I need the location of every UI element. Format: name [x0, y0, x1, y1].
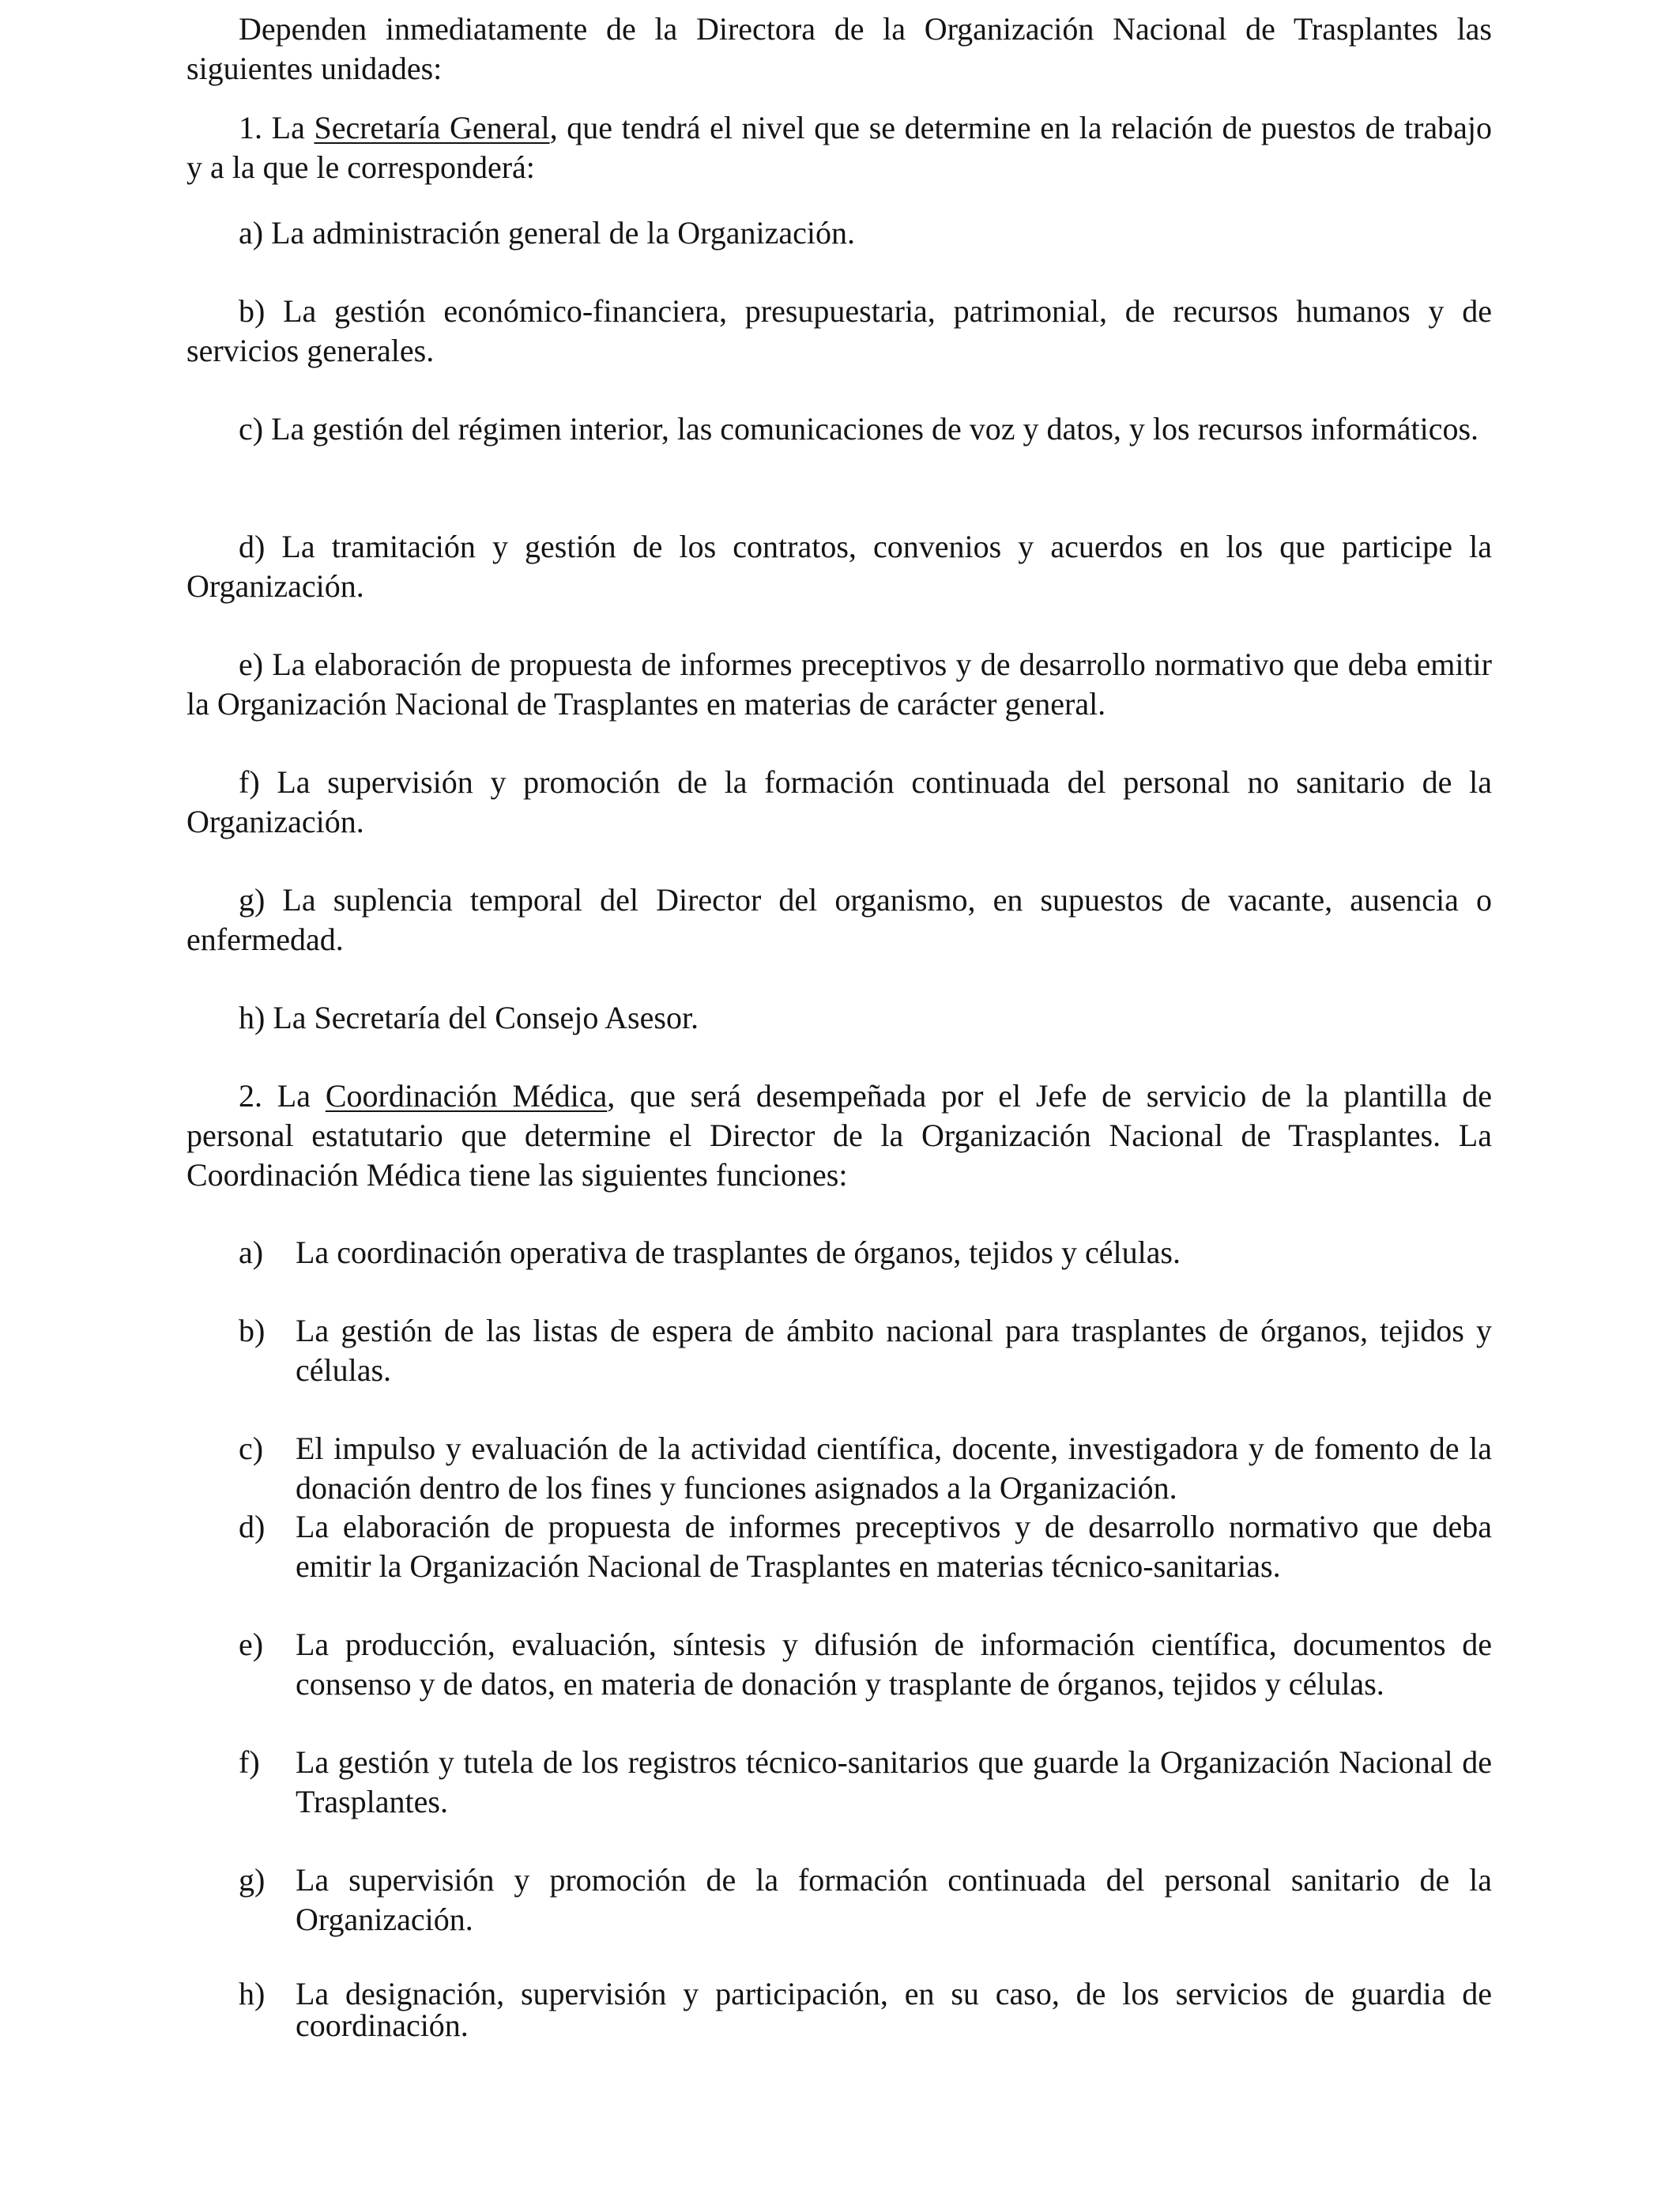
- section1-item-d: d) La tramitación y gestión de los contratos, convenios y acuerdos en los que participe la Organización.: [186, 529, 1492, 604]
- section1-item-h: h) La Secretaría del Consejo Asesor.: [239, 1000, 699, 1035]
- section2-prefix: 2. La: [239, 1078, 326, 1114]
- item-text: La producción, evaluación, síntesis y difusión de información científica, documentos de consenso y de datos, en materia de donación y trasplante de órganos, tejidos y células.: [296, 1627, 1492, 1702]
- section1-item-c: c) La gestión del régimen interior, las comunicaciones de voz y datos, y los recursos informáticos.: [239, 411, 1479, 447]
- section2-item-a: [186, 1233, 1492, 1272]
- item-text: La elaboración de propuesta de informes preceptivos y de desarrollo normativo que deba emitir la Organización Nacional de Trasplantes en materias técnico-sanitarias.: [296, 1509, 1492, 1584]
- section1-heading-paragraph: [186, 108, 1492, 187]
- item-label: c): [239, 1431, 264, 1466]
- item-text: La designación, supervisión y participación, en su caso, de los servicios de guardia de coordinación.: [296, 1976, 1492, 2043]
- section1-rest: , que tendrá el nivel que se determine en la relación de puestos de trabajo y a la que le corresponderá:: [186, 110, 1493, 185]
- section1-prefix: 1. La: [239, 110, 315, 145]
- section1-item-e: e) La elaboración de propuesta de informes preceptivos y de desarrollo normativo que deba emitir la Organización Nacional de Trasplantes en materias de carácter general.: [186, 647, 1492, 722]
- section1-item-b: b) La gestión económico-financiera, presupuestaria, patrimonial, de recursos humanos y de servicios generales.: [186, 293, 1492, 368]
- item-text: La gestión y tutela de los registros técnico-sanitarios que guarde la Organización Nacional de Trasplantes.: [296, 1744, 1492, 1819]
- section2-rest: , que será desempeñada por el Jefe de servicio de la plantilla de personal estatutario que determine el Director de la Organización Nacional de Trasplantes. La Coordinación Médica tiene las siguientes funciones:: [186, 1078, 1492, 1193]
- section2-heading-paragraph: [186, 1076, 1492, 1195]
- section1-item-g: g) La suplencia temporal del Director del organismo, en supuestos de vacante, ausencia o enfermedad.: [186, 882, 1492, 957]
- intro-paragraph: Dependen inmediatamente de la Directora de la Organización Nacional de Trasplantes las siguientes unidades:: [186, 11, 1492, 86]
- section1-title: Secretaría General: [314, 110, 550, 145]
- item-label: a): [239, 1235, 264, 1270]
- section1-item-f: f) La supervisión y promoción de la formación continuada del personal no sanitario de la Organización.: [186, 764, 1492, 839]
- item-label: f): [239, 1744, 260, 1780]
- item-label: e): [239, 1627, 264, 1662]
- section1-item-a: a) La administración general de la Organización.: [239, 215, 856, 251]
- item-label: b): [239, 1313, 266, 1348]
- section2-item-e: [186, 1625, 1492, 1704]
- item-label: h): [239, 1976, 266, 2011]
- section2-item-f: [186, 1743, 1492, 1822]
- section2-item-d: [186, 1507, 1492, 1586]
- section2-item-h: [186, 1978, 1492, 2041]
- section2-title: Coordinación Médica: [325, 1078, 608, 1114]
- item-text: La coordinación operativa de trasplantes de órganos, tejidos y células.: [296, 1235, 1181, 1270]
- item-text: El impulso y evaluación de la actividad científica, docente, investigadora y de fomento de la donación dentro de los fines y funciones asignados a la Organización.: [296, 1431, 1492, 1506]
- item-label: g): [239, 1862, 266, 1898]
- item-label: d): [239, 1509, 266, 1544]
- section2-item-g: [186, 1860, 1492, 1940]
- section2-item-b: [186, 1311, 1492, 1390]
- section2-item-c: [186, 1429, 1492, 1508]
- item-text: La gestión de las listas de espera de ámbito nacional para trasplantes de órganos, tejidos y células.: [296, 1313, 1492, 1388]
- item-text: La supervisión y promoción de la formación continuada del personal sanitario de la Organización.: [296, 1862, 1492, 1937]
